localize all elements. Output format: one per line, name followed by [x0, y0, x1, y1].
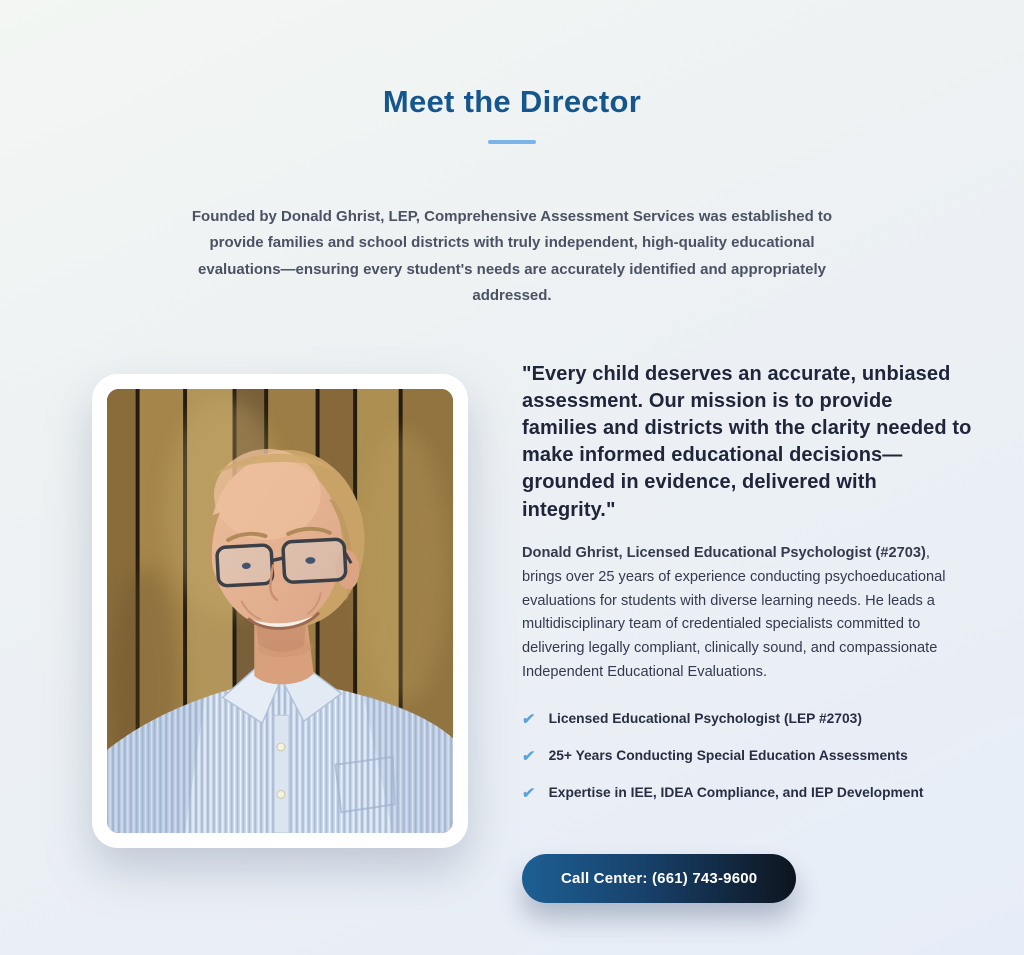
check-icon: ✔ [520, 785, 536, 803]
credential-item [522, 711, 972, 729]
credential-item [522, 748, 972, 766]
director-portrait-illustration [107, 389, 453, 833]
director-bio-rest: , brings over 25 years of experience conducting psychoeducational evaluations for students with diverse learning needs. He leads a multidisciplinary team of credentialed specialists committed to delivering legally compliant, clinically sound, and compassionate Independent Educational Evaluations. [522, 544, 946, 681]
credential-list [522, 711, 972, 803]
call-center-button[interactable]: Call Center: (661) 743-9600 [522, 854, 796, 903]
credential-item [522, 785, 972, 803]
credential-label: 25+ Years Conducting Special Education Assessments [548, 748, 908, 764]
director-name-credential: Donald Ghrist, Licensed Educational Psychologist (#2703) [522, 544, 926, 561]
director-bio [522, 542, 972, 686]
credential-label: Licensed Educational Psychologist (LEP #2703) [548, 711, 862, 727]
director-quote: "Every child deserves an accurate, unbiased assessment. Our mission is to provide families and districts with the clarity needed to make informed educational decisions—grounded in evidence, delivered with integrity." [522, 362, 972, 521]
credential-label: Expertise in IEE, IDEA Compliance, and IEP Development [548, 785, 924, 801]
page-title: Meet the Director [382, 84, 642, 119]
check-icon: ✔ [520, 711, 536, 729]
title-underline-decoration [488, 140, 536, 144]
check-icon: ✔ [520, 748, 536, 766]
director-photo-card [92, 374, 468, 848]
director-content-row [0, 362, 1024, 904]
director-text-column [522, 361, 972, 904]
director-photo [107, 389, 453, 833]
intro-paragraph: Founded by Donald Ghrist, LEP, Comprehensive Assessment Services was established to provide families and school districts with truly independent, high-quality educational evaluations—ensuring every student's needs are accurately identified and appropriately addressed. [191, 208, 833, 305]
glasses-icon [217, 538, 352, 585]
